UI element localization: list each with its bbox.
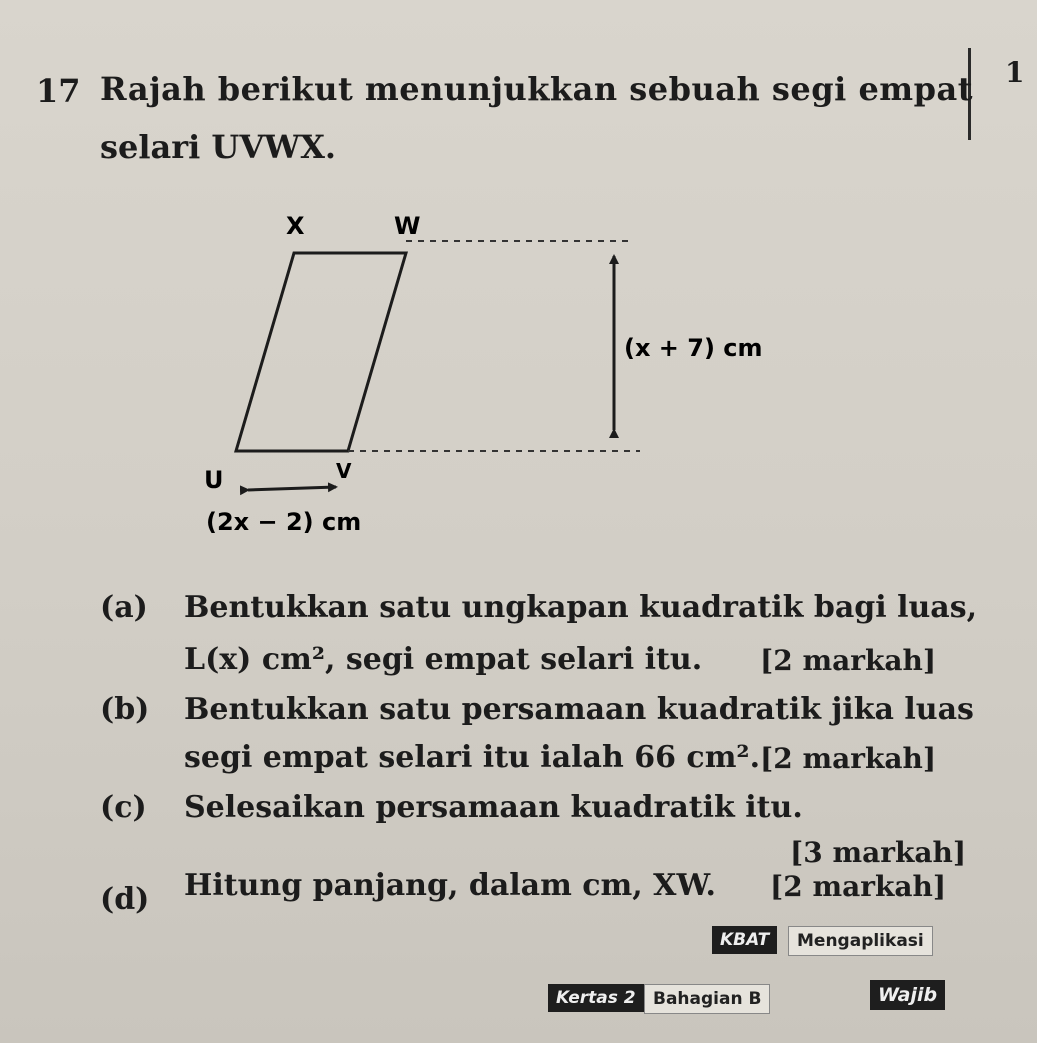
- kbat-tag: KBAT: [712, 926, 777, 954]
- kertas-tag: Kertas 2: [548, 984, 644, 1012]
- part-d-id: (d): [100, 882, 150, 917]
- part-c-line1: Selesaikan persamaan kuadratik itu.: [184, 790, 803, 825]
- parallelogram-uvwx: [236, 253, 406, 451]
- part-b-marks: [2 markah]: [760, 742, 937, 775]
- question-text-line1: Rajah berikut menunjukkan sebuah segi empat: [100, 70, 974, 108]
- part-d-line1: Hitung panjang, dalam cm, XW.: [184, 868, 716, 903]
- part-c-marks: [3 markah]: [790, 836, 967, 869]
- page-number: 1: [1005, 56, 1025, 89]
- part-c-id: (c): [100, 790, 147, 825]
- part-b-line1: Bentukkan satu persamaan kuadratik jika luas: [184, 692, 974, 727]
- part-a-marks: [2 markah]: [760, 644, 937, 677]
- vertex-v-label: V: [336, 459, 352, 483]
- wajib-tag: Wajib: [870, 980, 945, 1010]
- part-d-marks: [2 markah]: [770, 870, 947, 903]
- vertex-w-label: W: [394, 212, 421, 240]
- part-a-line1: Bentukkan satu ungkapan kuadratik bagi luas,: [184, 590, 978, 625]
- vertex-u-label: U: [204, 466, 224, 494]
- part-a-line2: L(x) cm², segi empat selari itu.: [184, 642, 703, 677]
- base-arrow: [248, 487, 336, 490]
- mengaplikasi-tag: Mengaplikasi: [788, 926, 933, 956]
- height-label: (x + 7) cm: [624, 334, 763, 362]
- vertex-x-label: X: [286, 212, 305, 240]
- question-text-line2: selari UVWX.: [100, 128, 337, 166]
- part-b-line2: segi empat selari itu ialah 66 cm².: [184, 740, 761, 775]
- question-number: 17: [36, 72, 81, 110]
- part-a-id: (a): [100, 590, 148, 625]
- base-label: (2x − 2) cm: [206, 508, 362, 536]
- bahagian-tag: Bahagian B: [644, 984, 770, 1014]
- part-b-id: (b): [100, 692, 150, 727]
